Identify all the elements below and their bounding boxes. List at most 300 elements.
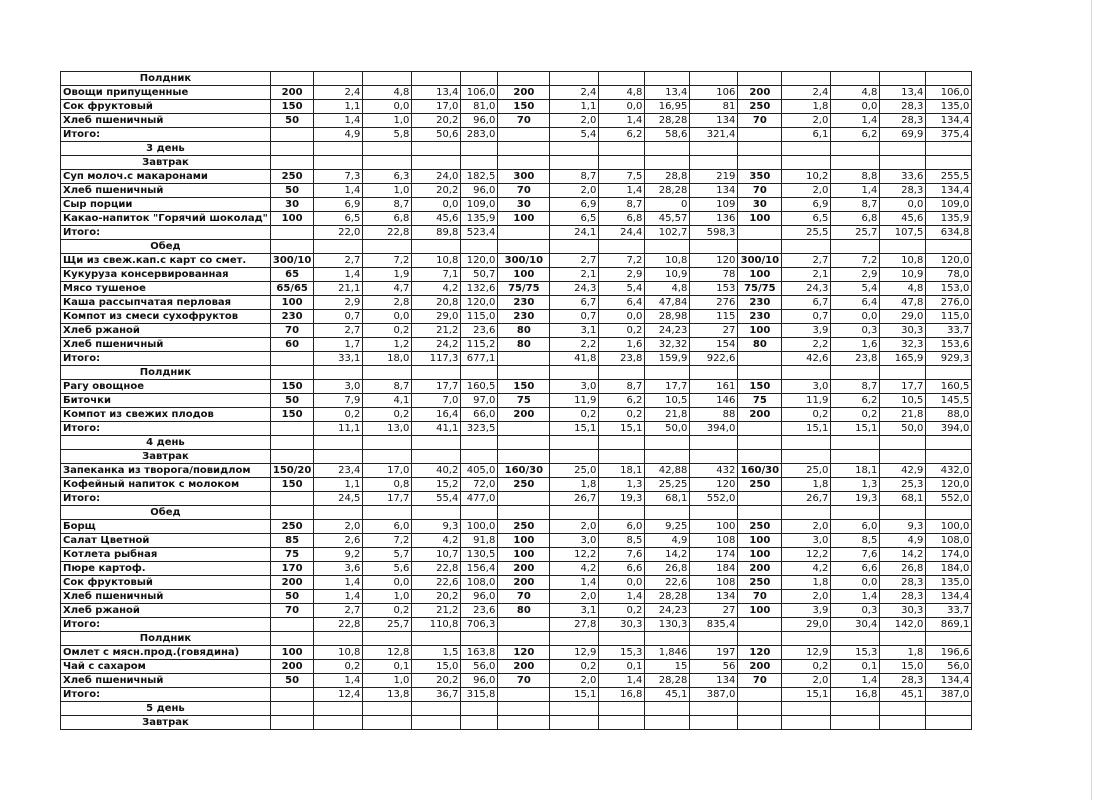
value-cell: 30,4 bbox=[831, 618, 880, 632]
portion-cell: 170 bbox=[270, 562, 313, 576]
value-cell: 68,1 bbox=[880, 492, 926, 506]
value-cell: 88,0 bbox=[926, 408, 972, 422]
table-row bbox=[61, 590, 972, 604]
value-cell: 2,7 bbox=[782, 254, 831, 268]
portion-cell: 250 bbox=[738, 478, 782, 492]
value-cell: 2,8 bbox=[363, 296, 412, 310]
section-header-row bbox=[61, 142, 972, 156]
empty-cell bbox=[270, 156, 313, 170]
value-cell: 2,7 bbox=[314, 324, 363, 338]
value-cell: 8,7 bbox=[363, 198, 412, 212]
empty-cell bbox=[550, 72, 599, 86]
value-cell: 0,8 bbox=[363, 478, 412, 492]
value-cell: 197 bbox=[690, 646, 738, 660]
value-cell: 1,5 bbox=[412, 646, 461, 660]
value-cell: 9,2 bbox=[314, 548, 363, 562]
value-cell: 13,4 bbox=[412, 86, 461, 100]
empty-cell bbox=[270, 632, 313, 646]
table-row bbox=[61, 492, 972, 506]
section-title: Полдник bbox=[61, 366, 271, 380]
value-cell: 72,0 bbox=[461, 478, 498, 492]
value-cell: 24,3 bbox=[550, 282, 599, 296]
value-cell: 0,0 bbox=[599, 100, 645, 114]
value-cell: 677,1 bbox=[461, 352, 498, 366]
portion-cell: 30 bbox=[270, 198, 313, 212]
value-cell: 4,2 bbox=[782, 562, 831, 576]
value-cell: 66,0 bbox=[461, 408, 498, 422]
table-row bbox=[61, 296, 972, 310]
empty-cell bbox=[926, 506, 972, 520]
value-cell: 134 bbox=[690, 184, 738, 198]
portion-cell: 70 bbox=[738, 114, 782, 128]
value-cell: 120,0 bbox=[926, 254, 972, 268]
value-cell: 136 bbox=[690, 212, 738, 226]
value-cell: 2,0 bbox=[782, 184, 831, 198]
value-cell: 0,0 bbox=[599, 576, 645, 590]
value-cell: 6,9 bbox=[550, 198, 599, 212]
value-cell: 1,0 bbox=[363, 590, 412, 604]
value-cell: 24,2 bbox=[412, 338, 461, 352]
value-cell: 182,5 bbox=[461, 170, 498, 184]
value-cell: 109 bbox=[690, 198, 738, 212]
value-cell: 1,4 bbox=[314, 268, 363, 282]
empty-cell bbox=[550, 716, 599, 730]
portion-cell bbox=[498, 492, 550, 506]
empty-cell bbox=[926, 632, 972, 646]
portion-cell: 100 bbox=[738, 534, 782, 548]
value-cell: 2,2 bbox=[782, 338, 831, 352]
empty-cell bbox=[412, 366, 461, 380]
table-row bbox=[61, 618, 972, 632]
portion-cell: 200 bbox=[270, 86, 313, 100]
value-cell: 6,4 bbox=[599, 296, 645, 310]
value-cell: 47,8 bbox=[880, 296, 926, 310]
empty-cell bbox=[831, 366, 880, 380]
table-row bbox=[61, 114, 972, 128]
empty-cell bbox=[314, 366, 363, 380]
value-cell: 115,0 bbox=[926, 310, 972, 324]
portion-cell: 150 bbox=[270, 380, 313, 394]
value-cell: 78,0 bbox=[926, 268, 972, 282]
empty-cell bbox=[498, 436, 550, 450]
value-cell: 25,0 bbox=[782, 464, 831, 478]
value-cell: 10,8 bbox=[880, 254, 926, 268]
empty-cell bbox=[550, 240, 599, 254]
empty-cell bbox=[314, 436, 363, 450]
dish-name: Каша рассыпчатая перловая bbox=[61, 296, 271, 310]
table-row bbox=[61, 674, 972, 688]
value-cell: 29,0 bbox=[412, 310, 461, 324]
section-title: Завтрак bbox=[61, 716, 271, 730]
portion-cell: 80 bbox=[498, 324, 550, 338]
empty-cell bbox=[599, 436, 645, 450]
table-row bbox=[61, 394, 972, 408]
value-cell: 1,1 bbox=[550, 100, 599, 114]
value-cell: 8,5 bbox=[599, 534, 645, 548]
empty-cell bbox=[645, 240, 690, 254]
portion-cell: 70 bbox=[270, 324, 313, 338]
empty-cell bbox=[363, 436, 412, 450]
empty-cell bbox=[782, 702, 831, 716]
value-cell: 28,3 bbox=[880, 114, 926, 128]
value-cell: 11,9 bbox=[782, 394, 831, 408]
empty-cell bbox=[498, 142, 550, 156]
value-cell: 159,9 bbox=[645, 352, 690, 366]
empty-cell bbox=[550, 702, 599, 716]
table-row bbox=[61, 604, 972, 618]
section-title: Полдник bbox=[61, 632, 271, 646]
value-cell: 17,7 bbox=[363, 492, 412, 506]
section-header-row bbox=[61, 716, 972, 730]
dish-name: Борщ bbox=[61, 520, 271, 534]
value-cell: 16,4 bbox=[412, 408, 461, 422]
portion-cell: 160/30 bbox=[498, 464, 550, 478]
empty-cell bbox=[782, 240, 831, 254]
empty-cell bbox=[782, 142, 831, 156]
portion-cell: 100 bbox=[738, 212, 782, 226]
empty-cell bbox=[738, 142, 782, 156]
scan-edge-line bbox=[1091, 0, 1092, 800]
value-cell: 12,2 bbox=[550, 548, 599, 562]
value-cell: 18,1 bbox=[599, 464, 645, 478]
empty-cell bbox=[738, 240, 782, 254]
value-cell: 45,6 bbox=[412, 212, 461, 226]
value-cell: 32,32 bbox=[645, 338, 690, 352]
value-cell: 110,8 bbox=[412, 618, 461, 632]
empty-cell bbox=[880, 632, 926, 646]
portion-cell: 200 bbox=[738, 562, 782, 576]
value-cell: 7,5 bbox=[599, 170, 645, 184]
value-cell: 5,4 bbox=[599, 282, 645, 296]
empty-cell bbox=[926, 142, 972, 156]
portion-cell: 200 bbox=[270, 576, 313, 590]
value-cell: 15,1 bbox=[782, 688, 831, 702]
value-cell: 8,7 bbox=[599, 198, 645, 212]
value-cell: 28,8 bbox=[645, 170, 690, 184]
table-row bbox=[61, 198, 972, 212]
empty-cell bbox=[363, 450, 412, 464]
value-cell: 2,9 bbox=[314, 296, 363, 310]
empty-cell bbox=[412, 506, 461, 520]
value-cell: 5,8 bbox=[363, 128, 412, 142]
value-cell: 27 bbox=[690, 604, 738, 618]
value-cell: 8,7 bbox=[831, 198, 880, 212]
value-cell: 634,8 bbox=[926, 226, 972, 240]
value-cell: 4,9 bbox=[314, 128, 363, 142]
value-cell: 1,4 bbox=[314, 114, 363, 128]
value-cell: 6,5 bbox=[550, 212, 599, 226]
table-row bbox=[61, 478, 972, 492]
value-cell: 552,0 bbox=[690, 492, 738, 506]
value-cell: 2,0 bbox=[550, 674, 599, 688]
empty-cell bbox=[880, 366, 926, 380]
value-cell: 0,0 bbox=[363, 100, 412, 114]
value-cell: 10,8 bbox=[412, 254, 461, 268]
empty-cell bbox=[461, 72, 498, 86]
value-cell: 2,4 bbox=[550, 86, 599, 100]
value-cell: 19,3 bbox=[831, 492, 880, 506]
empty-cell bbox=[880, 72, 926, 86]
value-cell: 28,3 bbox=[880, 100, 926, 114]
value-cell: 6,9 bbox=[782, 198, 831, 212]
value-cell: 14,2 bbox=[880, 548, 926, 562]
value-cell: 10,2 bbox=[782, 170, 831, 184]
nutrition-table bbox=[60, 71, 972, 730]
value-cell: 28,3 bbox=[880, 576, 926, 590]
value-cell: 15,1 bbox=[599, 422, 645, 436]
empty-cell bbox=[363, 72, 412, 86]
table-row bbox=[61, 324, 972, 338]
value-cell: 706,3 bbox=[461, 618, 498, 632]
empty-cell bbox=[738, 436, 782, 450]
value-cell: 7,0 bbox=[412, 394, 461, 408]
empty-cell bbox=[412, 142, 461, 156]
value-cell: 3,0 bbox=[550, 534, 599, 548]
empty-cell bbox=[880, 240, 926, 254]
empty-cell bbox=[363, 156, 412, 170]
empty-cell bbox=[461, 366, 498, 380]
portion-cell bbox=[270, 352, 313, 366]
portion-cell: 200 bbox=[270, 660, 313, 674]
value-cell: 9,3 bbox=[412, 520, 461, 534]
value-cell: 10,7 bbox=[412, 548, 461, 562]
empty-cell bbox=[645, 702, 690, 716]
value-cell: 0,0 bbox=[412, 198, 461, 212]
empty-cell bbox=[645, 436, 690, 450]
value-cell: 20,2 bbox=[412, 590, 461, 604]
empty-cell bbox=[645, 72, 690, 86]
value-cell: 1,4 bbox=[831, 674, 880, 688]
value-cell: 0,3 bbox=[831, 324, 880, 338]
section-title: 4 день bbox=[61, 436, 271, 450]
value-cell: 56,0 bbox=[926, 660, 972, 674]
empty-cell bbox=[498, 156, 550, 170]
value-cell: 15,3 bbox=[599, 646, 645, 660]
value-cell: 0,1 bbox=[599, 660, 645, 674]
dish-name: Биточки bbox=[61, 394, 271, 408]
value-cell: 28,28 bbox=[645, 590, 690, 604]
dish-name: Компот из свежих плодов bbox=[61, 408, 271, 422]
value-cell: 387,0 bbox=[690, 688, 738, 702]
dish-name: Хлеб пшеничный bbox=[61, 114, 271, 128]
value-cell: 2,9 bbox=[599, 268, 645, 282]
empty-cell bbox=[599, 366, 645, 380]
value-cell: 2,0 bbox=[782, 114, 831, 128]
empty-cell bbox=[363, 506, 412, 520]
value-cell: 29,0 bbox=[782, 618, 831, 632]
value-cell: 6,9 bbox=[314, 198, 363, 212]
empty-cell bbox=[831, 506, 880, 520]
portion-cell: 75/75 bbox=[498, 282, 550, 296]
empty-cell bbox=[690, 240, 738, 254]
value-cell: 2,0 bbox=[782, 520, 831, 534]
value-cell: 1,8 bbox=[782, 478, 831, 492]
value-cell: 33,1 bbox=[314, 352, 363, 366]
value-cell: 25,7 bbox=[831, 226, 880, 240]
empty-cell bbox=[461, 156, 498, 170]
value-cell: 134,4 bbox=[926, 674, 972, 688]
value-cell: 5,7 bbox=[363, 548, 412, 562]
value-cell: 41,1 bbox=[412, 422, 461, 436]
value-cell: 8,7 bbox=[831, 380, 880, 394]
value-cell: 1,8 bbox=[782, 100, 831, 114]
portion-cell: 100 bbox=[270, 212, 313, 226]
section-header-row bbox=[61, 506, 972, 520]
portion-cell: 200 bbox=[738, 86, 782, 100]
portion-cell: 250 bbox=[498, 520, 550, 534]
value-cell: 315,8 bbox=[461, 688, 498, 702]
empty-cell bbox=[363, 142, 412, 156]
value-cell: 6,2 bbox=[599, 128, 645, 142]
portion-cell: 250 bbox=[270, 170, 313, 184]
value-cell: 3,6 bbox=[314, 562, 363, 576]
value-cell: 7,1 bbox=[412, 268, 461, 282]
dish-name: Хлеб пшеничный bbox=[61, 674, 271, 688]
value-cell: 0,7 bbox=[782, 310, 831, 324]
value-cell: 0 bbox=[645, 198, 690, 212]
value-cell: 0,2 bbox=[363, 604, 412, 618]
value-cell: 21,1 bbox=[314, 282, 363, 296]
portion-cell bbox=[738, 492, 782, 506]
table-row bbox=[61, 352, 972, 366]
value-cell: 25,5 bbox=[782, 226, 831, 240]
empty-cell bbox=[690, 142, 738, 156]
value-cell: 96,0 bbox=[461, 590, 498, 604]
value-cell: 1,4 bbox=[314, 576, 363, 590]
dish-name: Щи из свеж.кап.с карт со смет. bbox=[61, 254, 271, 268]
value-cell: 6,7 bbox=[782, 296, 831, 310]
value-cell: 15,1 bbox=[550, 688, 599, 702]
value-cell: 0,7 bbox=[550, 310, 599, 324]
value-cell: 184 bbox=[690, 562, 738, 576]
value-cell: 42,88 bbox=[645, 464, 690, 478]
value-cell: 17,0 bbox=[363, 464, 412, 478]
empty-cell bbox=[550, 366, 599, 380]
portion-cell bbox=[738, 422, 782, 436]
empty-cell bbox=[738, 156, 782, 170]
value-cell: 146 bbox=[690, 394, 738, 408]
value-cell: 24,5 bbox=[314, 492, 363, 506]
empty-cell bbox=[498, 366, 550, 380]
dish-name: Запеканка из творога/повидлом bbox=[61, 464, 271, 478]
value-cell: 0,2 bbox=[314, 408, 363, 422]
value-cell: 134 bbox=[690, 590, 738, 604]
portion-cell: 200 bbox=[738, 660, 782, 674]
portion-cell: 250 bbox=[738, 576, 782, 590]
section-header-row bbox=[61, 702, 972, 716]
empty-cell bbox=[461, 142, 498, 156]
table-row bbox=[61, 548, 972, 562]
empty-cell bbox=[461, 632, 498, 646]
value-cell: 321,4 bbox=[690, 128, 738, 142]
empty-cell bbox=[270, 716, 313, 730]
dish-name: Мясо тушеное bbox=[61, 282, 271, 296]
empty-cell bbox=[412, 240, 461, 254]
empty-cell bbox=[270, 436, 313, 450]
value-cell: 165,9 bbox=[880, 352, 926, 366]
empty-cell bbox=[550, 632, 599, 646]
value-cell: 3,0 bbox=[550, 380, 599, 394]
value-cell: 81 bbox=[690, 100, 738, 114]
dish-name: Итого: bbox=[61, 422, 271, 436]
value-cell: 19,3 bbox=[599, 492, 645, 506]
portion-cell: 250 bbox=[270, 520, 313, 534]
value-cell: 477,0 bbox=[461, 492, 498, 506]
portion-cell: 80 bbox=[498, 338, 550, 352]
value-cell: 6,1 bbox=[782, 128, 831, 142]
value-cell: 0,0 bbox=[831, 100, 880, 114]
value-cell: 15,3 bbox=[831, 646, 880, 660]
value-cell: 56 bbox=[690, 660, 738, 674]
value-cell: 96,0 bbox=[461, 114, 498, 128]
dish-name: Сыр порции bbox=[61, 198, 271, 212]
value-cell: 153 bbox=[690, 282, 738, 296]
value-cell: 100,0 bbox=[926, 520, 972, 534]
value-cell: 24,3 bbox=[782, 282, 831, 296]
value-cell: 14,2 bbox=[645, 548, 690, 562]
value-cell: 2,1 bbox=[550, 268, 599, 282]
value-cell: 4,8 bbox=[645, 282, 690, 296]
empty-cell bbox=[314, 702, 363, 716]
value-cell: 33,7 bbox=[926, 604, 972, 618]
portion-cell: 100 bbox=[498, 268, 550, 282]
value-cell: 0,2 bbox=[599, 604, 645, 618]
portion-cell bbox=[498, 618, 550, 632]
value-cell: 1,1 bbox=[314, 100, 363, 114]
value-cell: 1,4 bbox=[314, 674, 363, 688]
empty-cell bbox=[690, 716, 738, 730]
value-cell: 15 bbox=[645, 660, 690, 674]
value-cell: 29,0 bbox=[880, 310, 926, 324]
value-cell: 4,9 bbox=[880, 534, 926, 548]
section-header-row bbox=[61, 72, 972, 86]
value-cell: 24,1 bbox=[550, 226, 599, 240]
table-row bbox=[61, 310, 972, 324]
value-cell: 145,5 bbox=[926, 394, 972, 408]
table-row bbox=[61, 254, 972, 268]
empty-cell bbox=[926, 436, 972, 450]
table-row bbox=[61, 688, 972, 702]
value-cell: 2,7 bbox=[550, 254, 599, 268]
value-cell: 25,25 bbox=[645, 478, 690, 492]
empty-cell bbox=[599, 506, 645, 520]
value-cell: 25,0 bbox=[550, 464, 599, 478]
portion-cell: 250 bbox=[738, 520, 782, 534]
empty-cell bbox=[498, 632, 550, 646]
portion-cell: 160/30 bbox=[738, 464, 782, 478]
value-cell: 115 bbox=[690, 310, 738, 324]
value-cell: 153,6 bbox=[926, 338, 972, 352]
empty-cell bbox=[782, 156, 831, 170]
portion-cell: 230 bbox=[498, 310, 550, 324]
empty-cell bbox=[461, 716, 498, 730]
value-cell: 5,4 bbox=[550, 128, 599, 142]
value-cell: 10,9 bbox=[645, 268, 690, 282]
value-cell: 1,6 bbox=[599, 338, 645, 352]
menu-sheet bbox=[60, 71, 972, 730]
empty-cell bbox=[498, 72, 550, 86]
portion-cell: 100 bbox=[738, 324, 782, 338]
value-cell: 106 bbox=[690, 86, 738, 100]
value-cell: 2,0 bbox=[550, 590, 599, 604]
value-cell: 1,0 bbox=[363, 114, 412, 128]
value-cell: 2,0 bbox=[782, 674, 831, 688]
value-cell: 16,8 bbox=[831, 688, 880, 702]
value-cell: 323,5 bbox=[461, 422, 498, 436]
value-cell: 255,5 bbox=[926, 170, 972, 184]
value-cell: 33,6 bbox=[880, 170, 926, 184]
empty-cell bbox=[880, 436, 926, 450]
